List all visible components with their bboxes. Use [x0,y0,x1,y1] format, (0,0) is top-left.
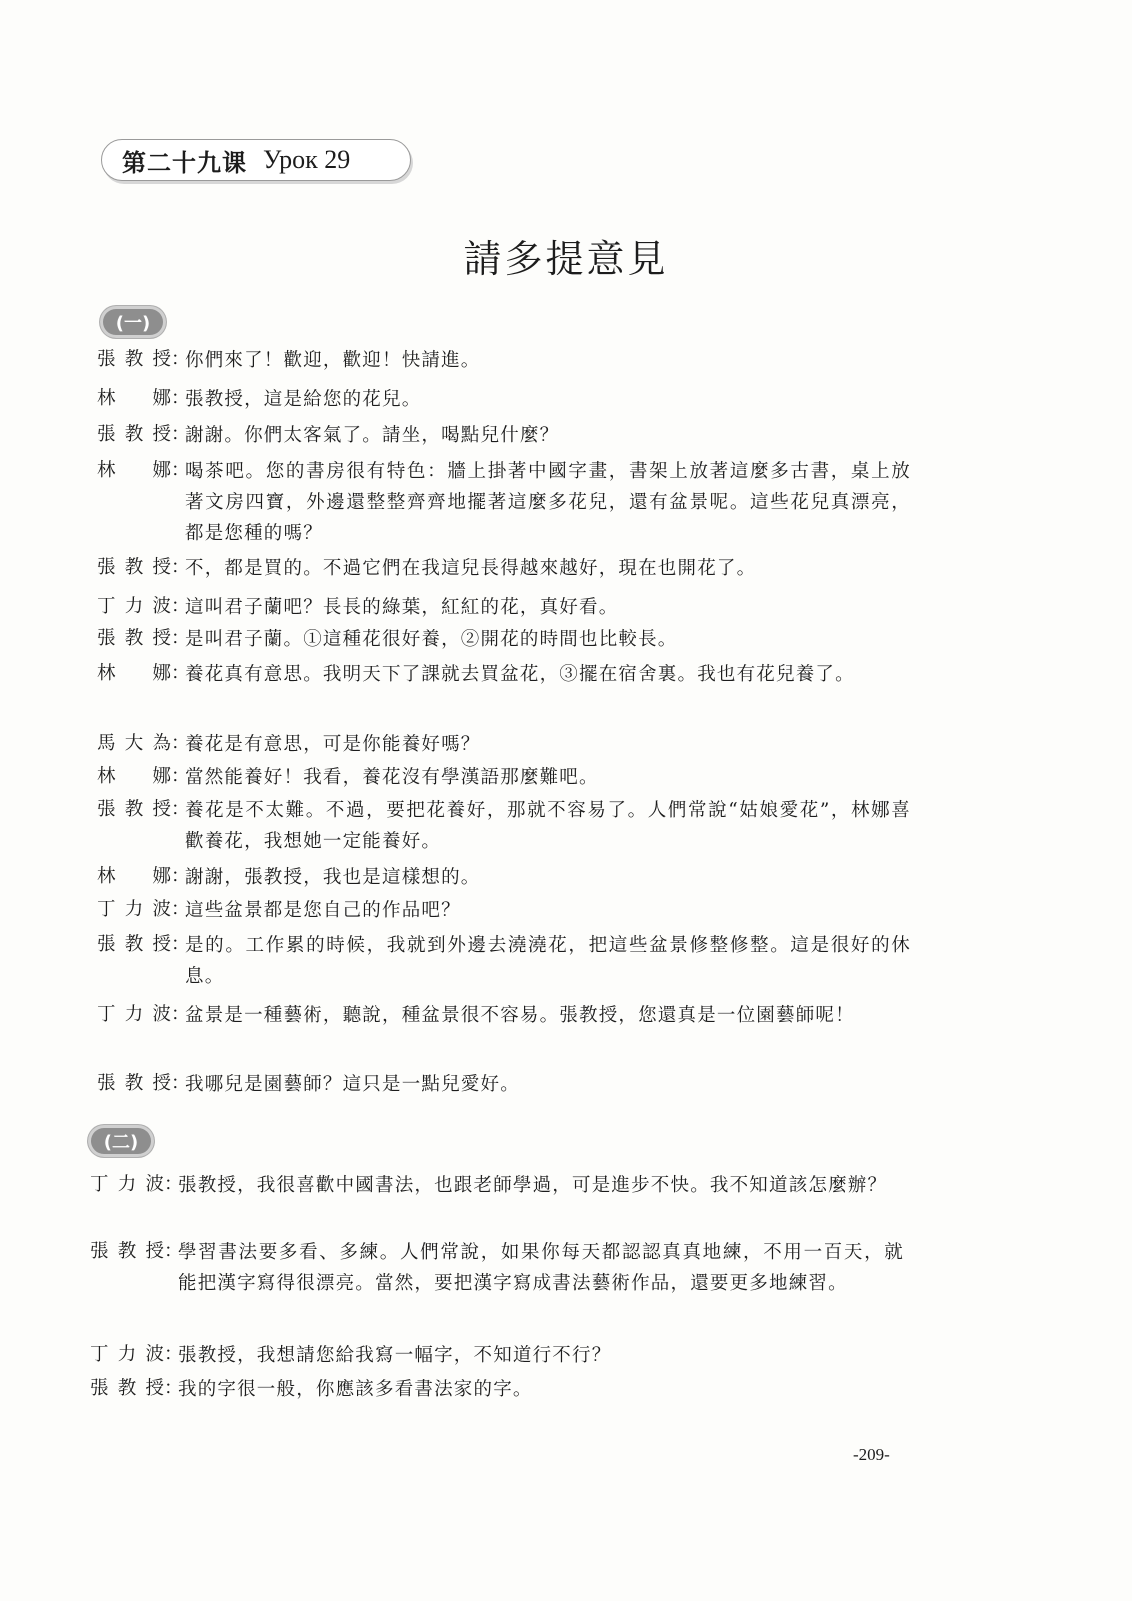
line-text: 養花是不太難。不過，要把花養好，那就不容易了。人們常說“姑娘愛花”，林娜喜歡養花，我想她一定能養好。 [185,800,911,852]
speaker-name: 張教授 [97,628,171,649]
line-text: 張教授，這是給您的花兒。 [185,389,422,410]
line-text: 張教授，我想請您給我寫一幅字，不知道行不行？ [178,1345,612,1366]
dialogue-line: 丁力波 ： 這些盆景都是您自己的作品吧？ [97,895,911,926]
line-text: 是的。工作累的時候，我就到外邊去澆澆花，把這些盆景修整修整。這是很好的休息。 [185,935,911,987]
dialogue-line: 張教授 ： 學習書法要多看、多練。人們常說，如果你每天都認認真真地練，不用一百天，就能把漢字寫得很漂亮。當然，要把漢字寫成書法藝術作品，還要更多地練習。 [90,1237,904,1299]
speaker-name: 林 娜 [97,766,171,787]
dialogue-line: 馬大為 ： 養花是有意思，可是你能養好嗎？ [97,729,911,760]
dialogue-line: 林 娜 ： 喝茶吧。您的書房很有特色：牆上掛著中國字畫，書架上放著這麼多古書，桌上放著文房四寶，外邊還整整齊齊地擺著這麼多花兒，還有盆景呢。這些花兒真漂亮，都是您種的嗎？ [97,456,911,549]
speaker-name: 林 娜 [97,663,171,684]
lesson-badge [101,139,411,181]
speaker-name: 張教授 [90,1378,164,1399]
speaker-name: 丁力波 [97,596,171,617]
line-text: 養花是有意思，可是你能養好嗎？ [185,734,481,755]
line-text: 張教授，我很喜歡中國書法，也跟老師學過，可是進步不快。我不知道該怎麼辦？ [178,1175,888,1196]
dialogue-line: 林 娜 ： 養花真有意思。我明天下了課就去買盆花，③擺在宿舍裏。我也有花兒養了。 [97,659,911,690]
dialogue-line: 張教授 ： 謝謝。你們太客氣了。請坐，喝點兒什麼？ [97,420,911,451]
speaker-name: 林 娜 [97,460,171,481]
dialogue-line: 張教授 ： 是叫君子蘭。①這種花很好養，②開花的時間也比較長。 [97,624,911,655]
line-text: 謝謝。你們太客氣了。請坐，喝點兒什麼？ [185,425,560,446]
dialogue-line: 林 娜 ： 張教授，這是給您的花兒。 [97,384,911,415]
line-text: 盆景是一種藝術，聽說，種盆景很不容易。張教授，您還真是一位園藝師呢！ [185,1005,855,1026]
line-text: 這些盆景都是您自己的作品吧？ [185,900,461,921]
line-text: 養花真有意思。我明天下了課就去買盆花，③擺在宿舍裏。我也有花兒養了。 [185,664,855,685]
line-text: 你們來了！歡迎，歡迎！快請進。 [185,350,481,371]
speaker-name: 張教授 [97,1073,171,1094]
speaker-name: 丁力波 [97,1004,171,1025]
speaker-name: 張教授 [90,1241,164,1262]
dialogue-line: 張教授 ： 養花是不太難。不過，要把花養好，那就不容易了。人們常說“姑娘愛花”，林娜喜歡養花，我想她一定能養好。 [97,795,911,857]
speaker-name: 馬大為 [97,733,171,754]
line-text: 我的字很一般，你應該多看書法家的字。 [178,1379,533,1400]
speaker-name: 張教授 [97,934,171,955]
lesson-number-ru: Урок 29 [263,145,351,174]
line-text: 這叫君子蘭吧？長長的綠葉，紅紅的花，真好看。 [185,597,619,618]
dialogue-line: 丁力波 ： 這叫君子蘭吧？長長的綠葉，紅紅的花，真好看。 [97,592,911,623]
dialogue-line: 張教授 ： 你們來了！歡迎，歡迎！快請進。 [97,345,911,376]
line-text: 我哪兒是園藝師？這只是一點兒愛好。 [185,1074,520,1095]
dialogue-line: 張教授 ： 是的。工作累的時候，我就到外邊去澆澆花，把這些盆景修整修整。這是很好的休息。 [97,930,911,992]
speaker-name: 張教授 [97,349,171,370]
dialogue-line: 張教授 ： 我哪兒是園藝師？這只是一點兒愛好。 [97,1069,911,1100]
speaker-name: 丁力波 [90,1174,164,1195]
dialogue-line: 張教授 ： 不，都是買的。不過它們在我這兒長得越來越好，現在也開花了。 [97,553,911,584]
lesson-title: 請多提意見 [463,237,669,281]
speaker-name: 張教授 [97,799,171,820]
lesson-number-cn: 第二十九课 [122,148,247,177]
line-text: 是叫君子蘭。①這種花很好養，②開花的時間也比較長。 [185,629,678,650]
dialogue-line: 林 娜 ： 當然能養好！我看，養花沒有學漢語那麼難吧。 [97,762,911,793]
dialogue-line: 丁力波 ： 盆景是一種藝術，聽說，種盆景很不容易。張教授，您還真是一位園藝師呢！ [97,1000,911,1031]
speaker-name: 丁力波 [97,899,171,920]
speaker-name: 丁力波 [90,1344,164,1365]
line-text: 當然能養好！我看，養花沒有學漢語那麼難吧。 [185,767,599,788]
page-number: -209- [853,1445,890,1464]
dialogue-line: 張教授 ： 我的字很一般，你應該多看書法家的字。 [90,1374,904,1405]
line-text: 喝茶吧。您的書房很有特色：牆上掛著中國字畫，書架上放著這麼多古書，桌上放著文房四寶，外邊還整整齊齊地擺著這麼多花兒，還有盆景呢。這些花兒真漂亮，都是您種的嗎？ [185,461,911,544]
line-text: 不，都是買的。不過它們在我這兒長得越來越好，現在也開花了。 [185,558,757,579]
speaker-name: 林 娜 [97,866,171,887]
dialogue-line: 丁力波 ： 張教授，我很喜歡中國書法，也跟老師學過，可是進步不快。我不知道該怎麼辦？ [90,1170,904,1201]
section-marker-1: (一) [100,306,166,338]
section-marker-2: (二) [88,1125,154,1157]
dialogue-line: 林 娜 ： 謝謝，張教授，我也是這樣想的。 [97,862,911,893]
dialogue-line: 丁力波 ： 張教授，我想請您給我寫一幅字，不知道行不行？ [90,1340,904,1371]
line-text: 謝謝，張教授，我也是這樣想的。 [185,867,481,888]
speaker-name: 張教授 [97,424,171,445]
line-text: 學習書法要多看、多練。人們常說，如果你每天都認認真真地練，不用一百天，就能把漢字寫得很漂亮。當然，要把漢字寫成書法藝術作品，還要更多地練習。 [178,1242,904,1294]
speaker-name: 林 娜 [97,388,171,409]
speaker-name: 張教授 [97,557,171,578]
